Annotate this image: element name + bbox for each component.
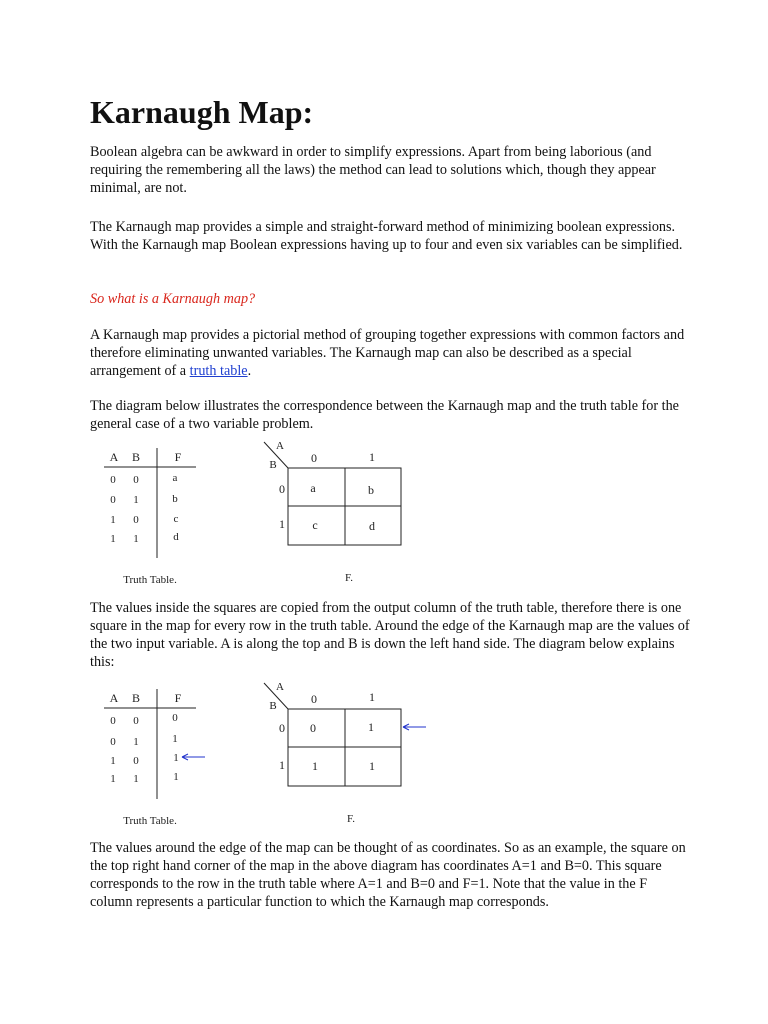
tt1-caption: Truth Table. xyxy=(123,574,177,586)
tt2-r4-f: 1 xyxy=(173,771,179,783)
tt1-header-f: F xyxy=(174,450,182,464)
tt1-r3-b: 0 xyxy=(133,514,139,526)
tt1-r1-a: 0 xyxy=(110,474,116,486)
tt1-r1-f: a xyxy=(172,472,178,484)
tt1-r4-f: d xyxy=(173,531,179,543)
tt1-r2-f: b xyxy=(172,493,178,505)
tt2-r3-f: 1 xyxy=(173,752,179,764)
kmap2-caption: F. xyxy=(347,813,355,825)
tt2-r2-f: 1 xyxy=(172,733,178,745)
tt1-r4-b: 1 xyxy=(133,533,139,545)
coordinates-paragraph: The values around the edge of the map can be thought of as coordinates. So as an example, the square on the top right hand corner of the map in the above diagram has coordinates A=1 and B=0. This square corresponds to the row in the truth table where A=1 and B=0 and F=1. Note that the value in the F column represents a particular function to which the Karnaugh map corresponds. xyxy=(90,840,686,910)
kmap1-cell-11: d xyxy=(369,519,375,533)
karnaugh-map-diagram-1 xyxy=(260,438,410,588)
pictorial-method-text: A Karnaugh map provides a pictorial method of grouping together expressions with common factors and therefore eliminating unwanted variables. The Karnaugh map can also be described as a special arrangement of a xyxy=(90,327,685,379)
tt2-r3-a: 1 xyxy=(110,755,116,767)
tt2-r4-b: 1 xyxy=(133,773,139,785)
kmap1-cell-01: b xyxy=(368,483,374,497)
tt1-r3-a: 1 xyxy=(110,514,116,526)
tt2-header-a: A xyxy=(109,691,119,705)
kmap2-top-var: A xyxy=(276,681,284,693)
kmap2-cell-10: 1 xyxy=(312,759,318,773)
karnaugh-description-paragraph: The Karnaugh map provides a simple and straight-forward method of minimizing boolean expressions. With the Karnaugh map Boolean expressions having up to four and even six variables can be simplified. xyxy=(90,219,683,253)
tt1-header-b: B xyxy=(131,450,141,464)
kmap2-row-label-0: 0 xyxy=(279,721,285,735)
tt2-r1-f: 0 xyxy=(172,712,178,724)
truth-table-link[interactable]: truth table xyxy=(189,363,248,379)
kmap1-cell-00: a xyxy=(310,481,316,495)
kmap1-cell-10: c xyxy=(312,518,318,532)
truth-table-diagram-2 xyxy=(100,681,220,831)
truth-table-diagram-1 xyxy=(100,440,210,590)
tt2-r4-a: 1 xyxy=(110,773,116,785)
values-explanation-paragraph: The values inside the squares are copied from the output column of the truth table, therefore there is one square in the map for every row in the truth table. Around the edge of the Karnaugh map are the values of the two input variable. A is along the top and B is down the left hand side. The diagram below explains this: xyxy=(90,600,690,670)
pictorial-method-end: . xyxy=(247,363,252,379)
tt2-header-b: B xyxy=(131,691,141,705)
tt2-r1-b: 0 xyxy=(133,715,139,727)
kmap1-col-label-0: 0 xyxy=(311,451,317,465)
tt1-r4-a: 1 xyxy=(110,533,116,545)
kmap2-col-label-0: 0 xyxy=(311,692,317,706)
tt1-header-a: A xyxy=(109,450,119,464)
tt2-header-f: F xyxy=(174,691,182,705)
kmap2-cell-11: 1 xyxy=(369,759,375,773)
kmap1-caption: F. xyxy=(345,572,353,584)
kmap1-col-label-1: 1 xyxy=(369,450,375,464)
tt2-r1-a: 0 xyxy=(110,715,116,727)
page-title: Karnaugh Map: xyxy=(90,94,314,130)
intro-paragraph: Boolean algebra can be awkward in order to simplify expressions. Apart from being laborious (and requiring the remembering all the laws) the method can lead to solutions which, though they appear minimal, are not. xyxy=(90,144,656,196)
kmap2-cell-00: 0 xyxy=(310,721,316,735)
tt2-r2-b: 1 xyxy=(133,736,139,748)
kmap1-row-label-0: 0 xyxy=(279,482,285,496)
tt1-r3-f: c xyxy=(173,513,179,525)
kmap1-row-label-1: 1 xyxy=(279,517,285,531)
tt1-r2-b: 1 xyxy=(133,494,139,506)
kmap1-side-var: B xyxy=(269,459,277,471)
tt1-r2-a: 0 xyxy=(110,494,116,506)
kmap2-cell-01: 1 xyxy=(368,720,374,734)
karnaugh-map-diagram-2 xyxy=(260,679,435,829)
tt2-r2-a: 0 xyxy=(110,736,116,748)
pictorial-method-paragraph xyxy=(90,326,690,380)
diagram-intro-paragraph: The diagram below illustrates the correspondence between the Karnaugh map and the truth table for the general case of a two variable problem. xyxy=(90,398,679,432)
tt2-r3-b: 0 xyxy=(133,755,139,767)
kmap2-row-label-1: 1 xyxy=(279,758,285,772)
tt2-caption: Truth Table. xyxy=(123,815,177,827)
kmap2-side-var: B xyxy=(269,700,277,712)
kmap2-col-label-1: 1 xyxy=(369,690,375,704)
section-question: So what is a Karnaugh map? xyxy=(90,291,256,307)
tt1-r1-b: 0 xyxy=(133,474,139,486)
kmap1-top-var: A xyxy=(276,440,284,452)
